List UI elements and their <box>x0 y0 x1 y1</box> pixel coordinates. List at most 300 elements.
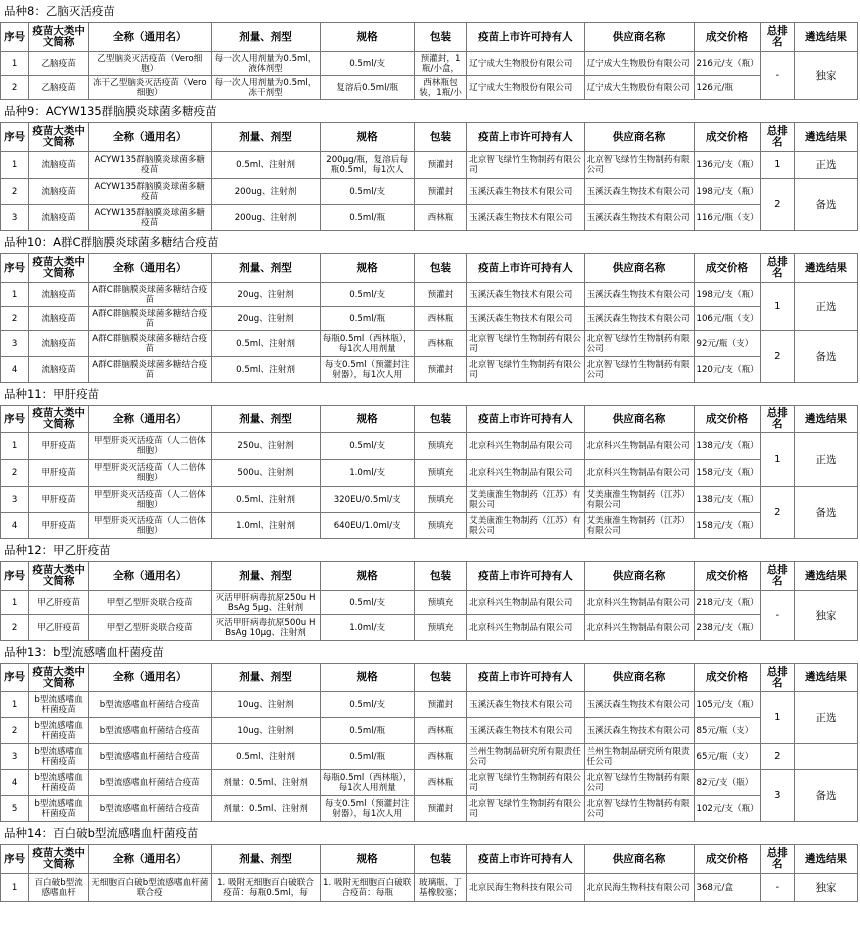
column-header-license-holder: 疫苗上市许可持有人 <box>467 664 584 692</box>
cell-full-name: ACYW135群脑膜炎球菌多糖疫苗 <box>88 205 211 231</box>
cell-price: 126元/瓶 <box>694 76 760 100</box>
cell-category: b型流感嗜血杆菌疫苗 <box>29 744 89 770</box>
table-row <box>1 874 858 902</box>
cell-full-name: A群C群脑膜炎球菌多糖结合疫苗 <box>88 283 211 307</box>
cell-seq: 1 <box>1 692 29 718</box>
column-header-dose-form: 剂量、剂型 <box>211 23 320 52</box>
column-header-full-name: 全称（通用名） <box>88 562 211 591</box>
cell-full-name: ACYW135群脑膜炎球菌多糖疫苗 <box>88 152 211 179</box>
cell-dose-form: 1. 吸附无细胞百白破联合疫苗：每瓶0.5ml，每 <box>211 874 320 902</box>
table-header-row <box>1 845 858 874</box>
cell-result: 备选 <box>795 179 858 231</box>
cell-seq: 3 <box>1 205 29 231</box>
cell-packaging: 预填充 <box>414 433 466 460</box>
column-header-supplier: 供应商名称 <box>584 562 694 591</box>
table-row <box>1 487 858 513</box>
cell-spec: 0.5ml/支 <box>320 433 414 460</box>
column-header-result: 遴选结果 <box>795 123 858 152</box>
cell-spec: 640EU/1.0ml/支 <box>320 513 414 539</box>
column-header-result: 遴选结果 <box>795 254 858 283</box>
cell-seq: 3 <box>1 744 29 770</box>
cell-full-name: b型流感嗜血杆菌结合疫苗 <box>88 692 211 718</box>
vaccine-section <box>0 641 860 822</box>
cell-category: 流脑疫苗 <box>29 331 89 357</box>
cell-packaging: 西林瓶 <box>414 770 466 796</box>
cell-license-holder: 兰州生物制品研究所有限责任公司 <box>467 744 584 770</box>
cell-dose-form: 0.5ml、注射剂 <box>211 152 320 179</box>
column-header-category: 疫苗大类中文简称 <box>29 664 89 692</box>
cell-packaging: 西林瓶 <box>414 331 466 357</box>
column-header-dose-form: 剂量、剂型 <box>211 562 320 591</box>
section-title: 品种12：甲乙肝疫苗 <box>4 543 111 557</box>
cell-seq: 2 <box>1 718 29 744</box>
cell-supplier: 北京民海生物科技有限公司 <box>584 874 694 902</box>
cell-license-holder: 玉溪沃森生物技术有限公司 <box>467 692 584 718</box>
column-header-category: 疫苗大类中文简称 <box>29 23 89 52</box>
cell-category: 乙脑疫苗 <box>29 52 89 76</box>
cell-supplier: 玉溪沃森生物技术有限公司 <box>584 205 694 231</box>
section-title: 品种9：ACYW135群脑膜炎球菌多糖疫苗 <box>4 104 217 118</box>
table-row <box>1 615 858 641</box>
column-header-category: 疫苗大类中文简称 <box>29 254 89 283</box>
vaccine-table <box>0 122 858 231</box>
cell-seq: 1 <box>1 874 29 902</box>
cell-price: 238元/支（瓶） <box>694 615 760 641</box>
cell-dose-form: 200ug、注射剂 <box>211 179 320 205</box>
table-row <box>1 331 858 357</box>
cell-full-name: 甲型肝炎灭活疫苗（人二倍体细胞） <box>88 487 211 513</box>
cell-supplier: 北京智飞绿竹生物制药有限公司 <box>584 357 694 383</box>
table-row <box>1 76 858 100</box>
cell-full-name: b型流感嗜血杆菌结合疫苗 <box>88 744 211 770</box>
cell-packaging: 预灌封 <box>414 152 466 179</box>
column-header-license-holder: 疫苗上市许可持有人 <box>467 254 584 283</box>
cell-full-name: b型流感嗜血杆菌结合疫苗 <box>88 770 211 796</box>
column-header-rank: 总排名 <box>760 23 795 52</box>
cell-supplier: 北京智飞绿竹生物制药有限公司 <box>584 796 694 822</box>
section-title: 品种10：A群C群脑膜炎球菌多糖结合疫苗 <box>4 235 219 249</box>
cell-seq: 1 <box>1 152 29 179</box>
cell-price: 218元/支（瓶） <box>694 591 760 615</box>
column-header-packaging: 包装 <box>414 845 466 874</box>
cell-full-name: A群C群脑膜炎球菌多糖结合疫苗 <box>88 357 211 383</box>
cell-price: 158元/支（瓶） <box>694 513 760 539</box>
cell-seq: 4 <box>1 513 29 539</box>
cell-dose-form: 10ug、注射剂 <box>211 718 320 744</box>
column-header-category: 疫苗大类中文简称 <box>29 406 89 433</box>
cell-supplier: 北京智飞绿竹生物制药有限公司 <box>584 152 694 179</box>
cell-spec: 0.5ml/支 <box>320 52 414 76</box>
cell-result: 备选 <box>795 770 858 822</box>
cell-license-holder: 北京科兴生物制品有限公司 <box>467 615 584 641</box>
cell-supplier: 玉溪沃森生物技术有限公司 <box>584 283 694 307</box>
column-header-rank: 总排名 <box>760 845 795 874</box>
cell-full-name: 甲型肝炎灭活疫苗（人二倍体细胞） <box>88 513 211 539</box>
column-header-result: 遴选结果 <box>795 845 858 874</box>
cell-category: 流脑疫苗 <box>29 152 89 179</box>
cell-full-name: 甲型乙型肝炎联合疫苗 <box>88 615 211 641</box>
section-title: 品种8：乙脑灭活疫苗 <box>4 4 115 18</box>
table-header-row <box>1 23 858 52</box>
column-header-rank: 总排名 <box>760 562 795 591</box>
column-header-rank: 总排名 <box>760 664 795 692</box>
cell-packaging: 西林瓶 <box>414 205 466 231</box>
cell-result: 备选 <box>795 487 858 539</box>
cell-dose-form: 20ug、注射剂 <box>211 283 320 307</box>
column-header-packaging: 包装 <box>414 254 466 283</box>
table-row <box>1 692 858 718</box>
cell-price: 158元/支（瓶） <box>694 460 760 487</box>
cell-spec: 1. 吸附无细胞百白破联合疫苗：每瓶 <box>320 874 414 902</box>
cell-seq: 2 <box>1 179 29 205</box>
cell-packaging: 预灌封 <box>414 357 466 383</box>
cell-dose-form: 0.5ml、注射剂 <box>211 487 320 513</box>
cell-license-holder: 北京科兴生物制品有限公司 <box>467 433 584 460</box>
cell-license-holder: 辽宁成大生物股份有限公司 <box>467 76 584 100</box>
cell-license-holder: 北京智飞绿竹生物制药有限公司 <box>467 152 584 179</box>
cell-license-holder: 玉溪沃森生物技术有限公司 <box>467 307 584 331</box>
cell-category: 流脑疫苗 <box>29 307 89 331</box>
cell-supplier: 北京科兴生物制品有限公司 <box>584 591 694 615</box>
column-header-supplier: 供应商名称 <box>584 406 694 433</box>
column-header-full-name: 全称（通用名） <box>88 254 211 283</box>
cell-rank: 2 <box>760 331 795 383</box>
cell-supplier: 北京科兴生物制品有限公司 <box>584 460 694 487</box>
cell-seq: 1 <box>1 52 29 76</box>
table-row <box>1 744 858 770</box>
column-header-seq: 序号 <box>1 845 29 874</box>
cell-price: 138元/支（瓶） <box>694 487 760 513</box>
vaccine-table <box>0 844 858 902</box>
column-header-supplier: 供应商名称 <box>584 23 694 52</box>
column-header-license-holder: 疫苗上市许可持有人 <box>467 406 584 433</box>
table-row <box>1 718 858 744</box>
cell-seq: 1 <box>1 433 29 460</box>
column-header-category: 疫苗大类中文简称 <box>29 845 89 874</box>
cell-spec: 每瓶0.5ml（西林瓶），每1次人用剂量 <box>320 331 414 357</box>
cell-spec: 0.5ml/支 <box>320 283 414 307</box>
cell-seq: 4 <box>1 357 29 383</box>
cell-dose-form: 500u、注射剂 <box>211 460 320 487</box>
column-header-spec: 规格 <box>320 23 414 52</box>
cell-packaging: 预灌封 <box>414 692 466 718</box>
cell-seq: 2 <box>1 460 29 487</box>
cell-full-name: 无细胞百白破b型流感嗜血杆菌联合疫 <box>88 874 211 902</box>
cell-supplier: 玉溪沃森生物技术有限公司 <box>584 692 694 718</box>
cell-license-holder: 玉溪沃森生物技术有限公司 <box>467 205 584 231</box>
cell-price: 105元/支（瓶） <box>694 692 760 718</box>
cell-rank: 1 <box>760 692 795 744</box>
cell-full-name: 乙型脑炎灭活疫苗（Vero细胞） <box>88 52 211 76</box>
cell-price: 106元/瓶（支） <box>694 307 760 331</box>
cell-result: 备选 <box>795 331 858 383</box>
cell-dose-form: 10ug、注射剂 <box>211 692 320 718</box>
cell-full-name: A群C群脑膜炎球菌多糖结合疫苗 <box>88 307 211 331</box>
cell-license-holder: 艾美康淮生物制药（江苏）有限公司 <box>467 513 584 539</box>
section-title: 品种11：甲肝疫苗 <box>4 387 100 401</box>
column-header-spec: 规格 <box>320 664 414 692</box>
cell-rank: 2 <box>760 487 795 539</box>
cell-seq: 3 <box>1 487 29 513</box>
column-header-seq: 序号 <box>1 406 29 433</box>
cell-seq: 2 <box>1 307 29 331</box>
cell-supplier: 北京科兴生物制品有限公司 <box>584 615 694 641</box>
cell-result: 独家 <box>795 52 858 100</box>
cell-supplier: 北京智飞绿竹生物制药有限公司 <box>584 770 694 796</box>
cell-full-name: 甲型乙型肝炎联合疫苗 <box>88 591 211 615</box>
cell-supplier: 艾美康淮生物制药（江苏）有限公司 <box>584 487 694 513</box>
cell-dose-form: 每一次人用剂量为0.5ml，冻干剂型 <box>211 76 320 100</box>
column-header-packaging: 包装 <box>414 406 466 433</box>
table-header-row <box>1 123 858 152</box>
cell-license-holder: 北京智飞绿竹生物制药有限公司 <box>467 357 584 383</box>
cell-dose-form: 灭活甲肝病毒抗原250u HBsAg 5μg、注射剂 <box>211 591 320 615</box>
column-header-dose-form: 剂量、剂型 <box>211 406 320 433</box>
column-header-price: 成交价格 <box>694 23 760 52</box>
column-header-supplier: 供应商名称 <box>584 664 694 692</box>
vaccine-section <box>0 100 860 231</box>
table-row <box>1 283 858 307</box>
table-header-row <box>1 406 858 433</box>
vaccine-table <box>0 663 858 822</box>
table-row <box>1 513 858 539</box>
cell-price: 85元/瓶（支） <box>694 718 760 744</box>
cell-license-holder: 北京智飞绿竹生物制药有限公司 <box>467 796 584 822</box>
cell-license-holder: 北京民海生物科技有限公司 <box>467 874 584 902</box>
column-header-full-name: 全称（通用名） <box>88 845 211 874</box>
vaccine-section <box>0 822 860 902</box>
cell-category: 甲肝疫苗 <box>29 433 89 460</box>
column-header-spec: 规格 <box>320 406 414 433</box>
cell-license-holder: 北京智飞绿竹生物制药有限公司 <box>467 770 584 796</box>
cell-supplier: 玉溪沃森生物技术有限公司 <box>584 307 694 331</box>
column-header-packaging: 包装 <box>414 123 466 152</box>
table-header-row <box>1 664 858 692</box>
column-header-full-name: 全称（通用名） <box>88 123 211 152</box>
vaccine-section <box>0 539 860 641</box>
cell-spec: 200μg/瓶，复溶后每瓶0.5ml，每1次人 <box>320 152 414 179</box>
cell-supplier: 兰州生物制品研究所有限责任公司 <box>584 744 694 770</box>
cell-dose-form: 剂量：0.5ml、注射剂 <box>211 796 320 822</box>
cell-rank: 3 <box>760 770 795 822</box>
cell-category: b型流感嗜血杆菌疫苗 <box>29 770 89 796</box>
cell-packaging: 西林瓶 <box>414 718 466 744</box>
cell-packaging: 预填充 <box>414 615 466 641</box>
cell-category: b型流感嗜血杆菌疫苗 <box>29 796 89 822</box>
cell-rank: 1 <box>760 152 795 179</box>
column-header-price: 成交价格 <box>694 664 760 692</box>
cell-license-holder: 艾美康淮生物制药（江苏）有限公司 <box>467 487 584 513</box>
cell-price: 198元/支（瓶） <box>694 283 760 307</box>
cell-category: 甲肝疫苗 <box>29 487 89 513</box>
cell-packaging: 西林瓶 <box>414 307 466 331</box>
cell-dose-form: 灭活甲肝病毒抗原500u HBsAg 10μg、注射剂 <box>211 615 320 641</box>
cell-supplier: 艾美康淮生物制药（江苏）有限公司 <box>584 513 694 539</box>
column-header-price: 成交价格 <box>694 562 760 591</box>
column-header-spec: 规格 <box>320 845 414 874</box>
column-header-seq: 序号 <box>1 254 29 283</box>
cell-spec: 0.5ml/瓶 <box>320 205 414 231</box>
cell-spec: 320EU/0.5ml/支 <box>320 487 414 513</box>
cell-result: 正选 <box>795 433 858 487</box>
column-header-result: 遴选结果 <box>795 562 858 591</box>
table-row <box>1 152 858 179</box>
cell-dose-form: 每一次人用剂量为0.5ml，液体剂型 <box>211 52 320 76</box>
column-header-price: 成交价格 <box>694 254 760 283</box>
column-header-seq: 序号 <box>1 664 29 692</box>
cell-price: 216元/支（瓶） <box>694 52 760 76</box>
cell-seq: 1 <box>1 283 29 307</box>
cell-dose-form: 200ug、注射剂 <box>211 205 320 231</box>
cell-packaging: 玻璃瓶、丁基橡胶塞； <box>414 874 466 902</box>
column-header-license-holder: 疫苗上市许可持有人 <box>467 845 584 874</box>
column-header-spec: 规格 <box>320 562 414 591</box>
cell-packaging: 预填充 <box>414 460 466 487</box>
cell-supplier: 北京智飞绿竹生物制药有限公司 <box>584 331 694 357</box>
table-row <box>1 460 858 487</box>
cell-full-name: b型流感嗜血杆菌结合疫苗 <box>88 718 211 744</box>
cell-result: 正选 <box>795 283 858 331</box>
cell-license-holder: 玉溪沃森生物技术有限公司 <box>467 283 584 307</box>
cell-packaging: 西林瓶 <box>414 744 466 770</box>
column-header-license-holder: 疫苗上市许可持有人 <box>467 562 584 591</box>
cell-category: 乙脑疫苗 <box>29 76 89 100</box>
cell-category: 百白破b型流感嗜血杆 <box>29 874 89 902</box>
column-header-rank: 总排名 <box>760 254 795 283</box>
cell-full-name: 冻干乙型脑炎灭活疫苗（Vero细胞） <box>88 76 211 100</box>
cell-category: 流脑疫苗 <box>29 357 89 383</box>
cell-license-holder: 北京科兴生物制品有限公司 <box>467 591 584 615</box>
cell-seq: 4 <box>1 770 29 796</box>
cell-supplier: 玉溪沃森生物技术有限公司 <box>584 718 694 744</box>
cell-full-name: A群C群脑膜炎球菌多糖结合疫苗 <box>88 331 211 357</box>
column-header-supplier: 供应商名称 <box>584 123 694 152</box>
column-header-seq: 序号 <box>1 562 29 591</box>
cell-packaging: 预填充 <box>414 513 466 539</box>
cell-seq: 5 <box>1 796 29 822</box>
cell-category: 甲乙肝疫苗 <box>29 591 89 615</box>
cell-spec: 0.5ml/支 <box>320 591 414 615</box>
cell-license-holder: 玉溪沃森生物技术有限公司 <box>467 718 584 744</box>
cell-dose-form: 20ug、注射剂 <box>211 307 320 331</box>
cell-dose-form: 0.5ml、注射剂 <box>211 357 320 383</box>
cell-spec: 每支0.5ml（预灌封注射器），每1次人用 <box>320 357 414 383</box>
column-header-rank: 总排名 <box>760 406 795 433</box>
column-header-price: 成交价格 <box>694 845 760 874</box>
column-header-dose-form: 剂量、剂型 <box>211 123 320 152</box>
cell-result: 独家 <box>795 591 858 641</box>
cell-price: 102元/支（瓶） <box>694 796 760 822</box>
column-header-price: 成交价格 <box>694 123 760 152</box>
cell-price: 120元/支（瓶） <box>694 357 760 383</box>
section-title: 品种14：百白破b型流感嗜血杆菌疫苗 <box>4 826 199 840</box>
cell-category: b型流感嗜血杆菌疫苗 <box>29 718 89 744</box>
cell-dose-form: 剂量：0.5ml、注射剂 <box>211 770 320 796</box>
cell-spec: 1.0ml/支 <box>320 460 414 487</box>
cell-category: 甲肝疫苗 <box>29 460 89 487</box>
section-title: 品种13：b型流感嗜血杆菌疫苗 <box>4 645 164 659</box>
column-header-full-name: 全称（通用名） <box>88 23 211 52</box>
column-header-packaging: 包装 <box>414 664 466 692</box>
cell-category: 流脑疫苗 <box>29 283 89 307</box>
column-header-spec: 规格 <box>320 254 414 283</box>
vaccine-table <box>0 561 858 641</box>
cell-category: b型流感嗜血杆菌疫苗 <box>29 692 89 718</box>
column-header-result: 遴选结果 <box>795 23 858 52</box>
table-header-row <box>1 254 858 283</box>
cell-rank: - <box>760 52 795 100</box>
cell-rank: 2 <box>760 744 795 770</box>
column-header-supplier: 供应商名称 <box>584 845 694 874</box>
cell-rank: - <box>760 591 795 641</box>
cell-spec: 0.5ml/瓶 <box>320 718 414 744</box>
cell-packaging: 预填充 <box>414 591 466 615</box>
table-row <box>1 433 858 460</box>
cell-supplier: 辽宁成大生物股份有限公司 <box>584 52 694 76</box>
column-header-result: 遴选结果 <box>795 406 858 433</box>
cell-supplier: 玉溪沃森生物技术有限公司 <box>584 179 694 205</box>
column-header-dose-form: 剂量、剂型 <box>211 254 320 283</box>
cell-result: 正选 <box>795 692 858 744</box>
cell-rank: - <box>760 874 795 902</box>
table-row <box>1 796 858 822</box>
cell-result: 独家 <box>795 874 858 902</box>
cell-license-holder: 北京科兴生物制品有限公司 <box>467 460 584 487</box>
cell-price: 116元/瓶（支） <box>694 205 760 231</box>
vaccine-section <box>0 0 860 100</box>
cell-spec: 0.5ml/瓶 <box>320 307 414 331</box>
cell-spec: 1.0ml/支 <box>320 615 414 641</box>
cell-price: 138元/支（瓶） <box>694 433 760 460</box>
table-row <box>1 770 858 796</box>
column-header-seq: 序号 <box>1 123 29 152</box>
cell-packaging: 预灌封 <box>414 283 466 307</box>
vaccine-section <box>0 383 860 539</box>
cell-supplier: 辽宁成大生物股份有限公司 <box>584 76 694 100</box>
table-row <box>1 591 858 615</box>
table-header-row <box>1 562 858 591</box>
cell-license-holder: 北京智飞绿竹生物制药有限公司 <box>467 331 584 357</box>
cell-price: 65元/瓶（支） <box>694 744 760 770</box>
column-header-price: 成交价格 <box>694 406 760 433</box>
cell-price: 198元/支（瓶） <box>694 179 760 205</box>
vaccine-section <box>0 231 860 383</box>
cell-packaging: 西林瓶包装，1瓶/小 <box>414 76 466 100</box>
cell-price: 136元/支（瓶） <box>694 152 760 179</box>
cell-price: 92元/瓶（支） <box>694 331 760 357</box>
cell-full-name: 甲型肝炎灭活疫苗（人二倍体细胞） <box>88 433 211 460</box>
cell-category: 流脑疫苗 <box>29 179 89 205</box>
vaccine-table <box>0 22 858 100</box>
column-header-dose-form: 剂量、剂型 <box>211 664 320 692</box>
cell-result <box>795 744 858 770</box>
cell-packaging: 预填充 <box>414 487 466 513</box>
cell-category: 甲肝疫苗 <box>29 513 89 539</box>
table-row <box>1 205 858 231</box>
cell-category: 流脑疫苗 <box>29 205 89 231</box>
cell-seq: 2 <box>1 76 29 100</box>
cell-rank: 1 <box>760 283 795 331</box>
column-header-license-holder: 疫苗上市许可持有人 <box>467 123 584 152</box>
cell-rank: 1 <box>760 433 795 487</box>
cell-dose-form: 0.5ml、注射剂 <box>211 744 320 770</box>
cell-spec: 0.5ml/支 <box>320 692 414 718</box>
cell-packaging: 预灌封 <box>414 796 466 822</box>
column-header-full-name: 全称（通用名） <box>88 406 211 433</box>
cell-seq: 2 <box>1 615 29 641</box>
vaccine-table <box>0 253 858 383</box>
cell-license-holder: 玉溪沃森生物技术有限公司 <box>467 179 584 205</box>
